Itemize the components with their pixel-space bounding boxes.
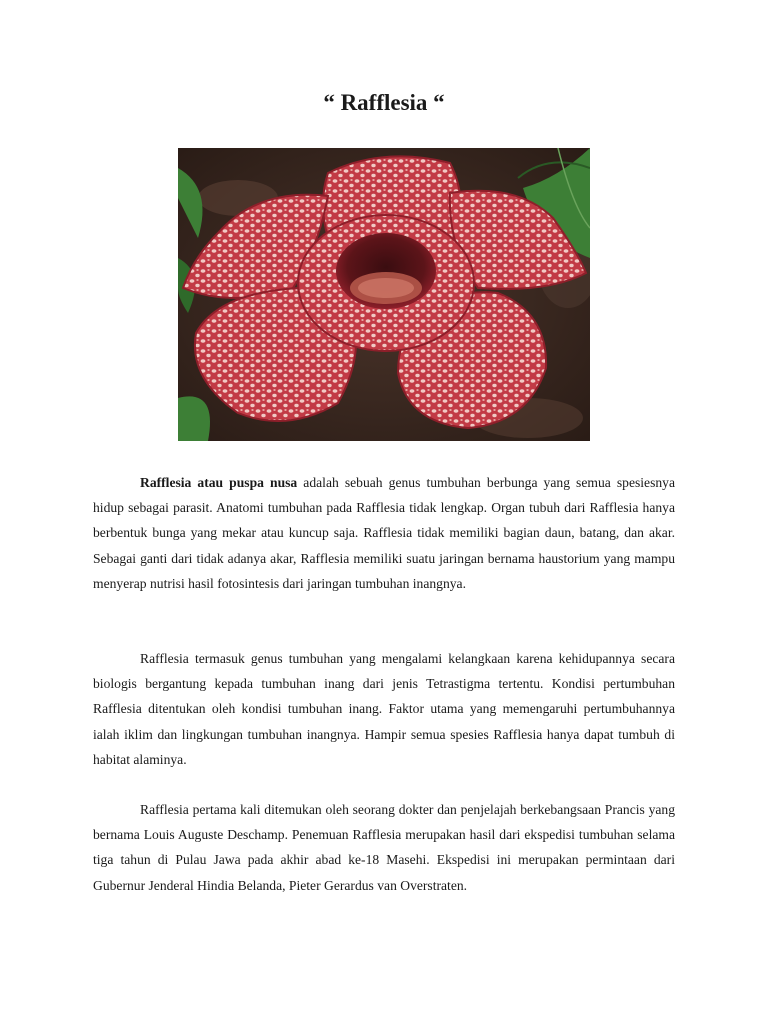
paragraph-1-lead: Rafflesia atau puspa nusa: [140, 475, 298, 490]
paragraph-1-text: adalah sebuah genus tumbuhan berbunga yang semua spesiesnya hidup sebagai parasit. Anatomi tumbuhan pada Rafflesia tidak lengkap. Organ tubuh dari Rafflesia hanya berbentuk bunga yang mekar atau kuncup saja. Rafflesia tidak memiliki bagian daun, batang, dan akar. Sebagai ganti dari tidak adanya akar, Rafflesia memiliki suatu jaringan bernama haustorium yang mampu menyerap nutrisi hasil fotosintesis dari jaringan tumbuhan inangnya.: [93, 475, 676, 591]
paragraph-3: Rafflesia pertama kali ditemukan oleh seorang dokter dan penjelajah berkebangsaan Prancis yang bernama Louis Auguste Deschamp. Penemuan Rafflesia merupakan hasil dari ekspedisi tumbuhan selama tiga tahun di Pulau Jawa pada akhir abad ke-18 Masehi. Ekspedisi ini merupakan permintaan dari Gubernur Jenderal Hindia Belanda, Pieter Gerardus van Overstraten.: [93, 802, 675, 893]
rafflesia-photo: [178, 148, 590, 441]
paragraph-2: Rafflesia termasuk genus tumbuhan yang mengalami kelangkaan karena kehidupannya secara biologis bergantung kepada tumbuhan inang dari jenis Tetrastigma tertentu. Kondisi pertumbuhan Rafflesia ditentukan oleh kondisi tumbuhan inang. Faktor utama yang memengaruhi pertumbuhannya ialah iklim dan lingkungan tumbuhan inangnya. Hampir semua spesies Rafflesia hanya dapat tumbuh di habitat alaminya.: [93, 651, 675, 767]
page-title: “ Rafflesia “: [323, 90, 445, 115]
paragraph-1: [93, 470, 675, 596]
